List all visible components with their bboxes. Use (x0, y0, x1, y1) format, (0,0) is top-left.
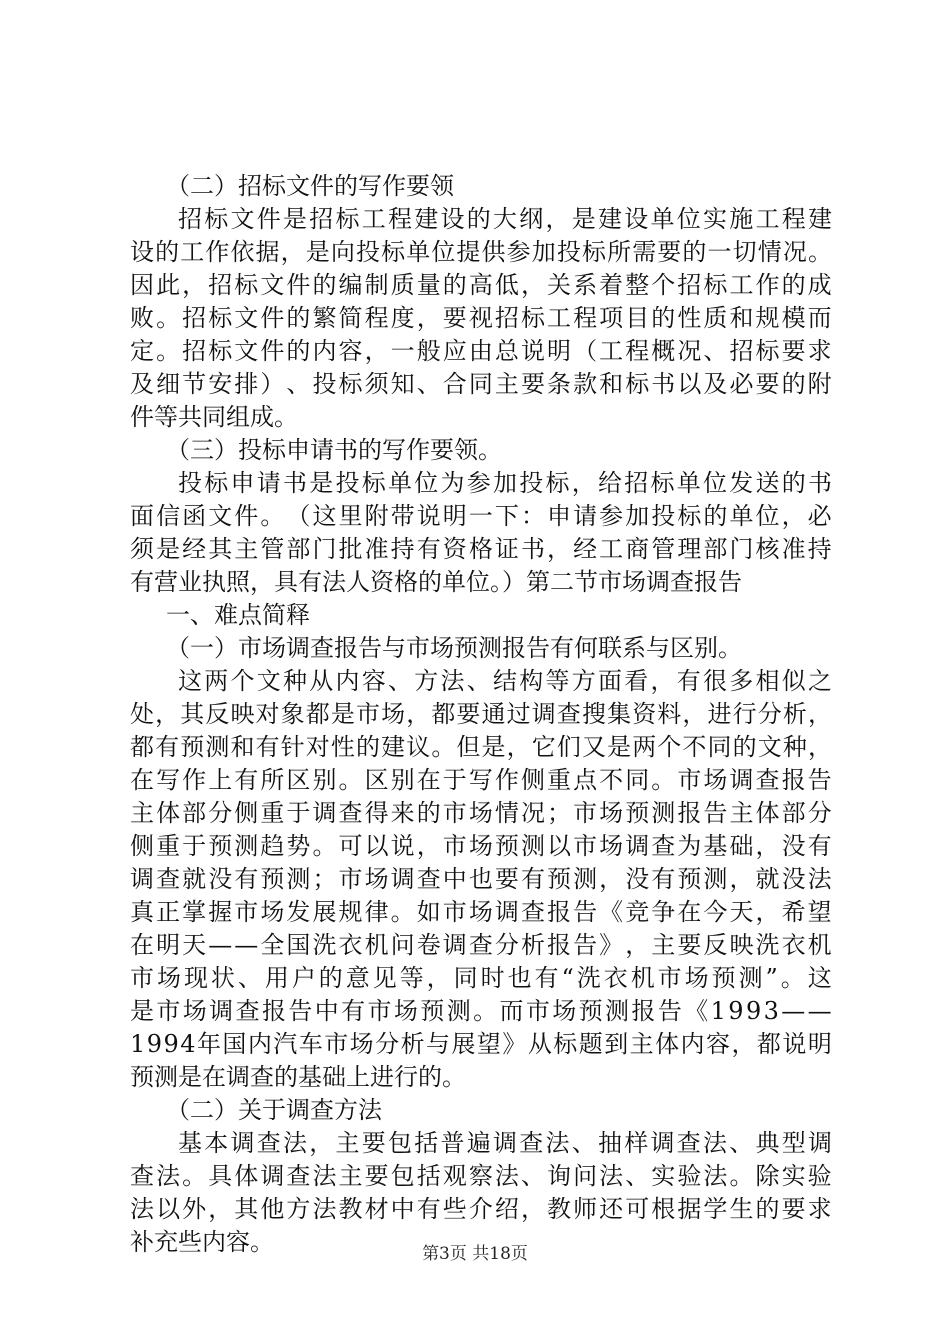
text-line: 侧 重 于 预 测 趋 势 。 可 以 说 ， 市 场 预 测 以 市 场 调 查 为 基 础 ， 没 有 (130, 832, 832, 860)
page-number-footer: 第3页 共18页 (422, 1244, 528, 1264)
text-line: 法 以 外 ， 其 他 方 法 教 材 中 有 些 介 绍 ， 教 师 还 可 根 据 学 生 的 要 求 (130, 1195, 832, 1223)
text-line: 市 场 现 状 、 用 户 的 意 见 等 ， 同 时 也 有 “ 洗 衣 机 市 场 预 测 ” 。 这 (130, 964, 832, 992)
text-line: 在 写 作 上 有 所 区 别 。 区 别 在 于 写 作 侧 重 点 不 同 。 市 场 调 查 报 告 (130, 766, 832, 794)
text-line: 处 ， 其 反 映 对 象 都 是 市 场 ， 都 要 通 过 调 查 搜 集 资 料 ， 进 行 分 析 ， (130, 700, 832, 728)
text-line: （一）市场调查报告与市场预测报告有何联系与区别。 (166, 634, 742, 662)
text-line: 这 两 个 文 种 从 内 容 、 方 法 、 结 构 等 方 面 看 ， 有 很 多 相 似 之 (178, 667, 832, 695)
text-line: 都 有 预 测 和 有 针 对 性 的 建 议 。 但 是 ， 它 们 又 是 两 个 不 同 的 文 种 ， (130, 733, 832, 761)
text-line: 在 明 天 — — 全 国 洗 衣 机 问 卷 调 查 分 析 报 告 》 ， 主 要 反 映 洗 衣 机 (130, 931, 832, 959)
text-line: 有营业执照，具有法人资格的单位。）第二节市场调查报告 (130, 568, 742, 596)
text-line: 面 信 函 文 件 。 （ 这 里 附 带 说 明 一 下 ： 申 请 参 加 投 标 的 单 位 ， 必 (130, 502, 832, 530)
text-line: 主 体 部 分 侧 重 于 调 查 得 来 的 市 场 情 况 ； 市 场 预 测 报 告 主 体 部 分 (130, 799, 832, 827)
text-line: 败 。 招 标 文 件 的 繁 简 程 度 ， 要 视 招 标 工 程 项 目 的 性 质 和 规 模 而 (130, 304, 832, 332)
text-line: 招 标 文 件 是 招 标 工 程 建 设 的 大 纲 ， 是 建 设 单 位 实 施 工 程 建 (178, 205, 832, 233)
text-line: （二）招标文件的写作要领 (166, 172, 454, 200)
text-line: 真 正 掌 握 市 场 发 展 规 律 。 如 市 场 调 查 报 告 《 竞 争 在 今 天 ， 希 望 (130, 898, 832, 926)
text-line: 一、难点简释 (166, 601, 310, 629)
text-line: 须 是 经 其 主 管 部 门 批 准 持 有 资 格 证 书 ， 经 工 商 管 理 部 门 核 准 持 (130, 535, 832, 563)
text-line: 查 法 。 具 体 调 查 法 主 要 包 括 观 察 法 、 询 问 法 、 实 验 法 。 除 实 验 (130, 1162, 832, 1190)
text-line: 补充些内容。 (130, 1228, 274, 1256)
text-line: 调 查 就 没 有 预 测 ； 市 场 调 查 中 也 要 有 预 测 ， 没 有 预 测 ， 就 没 法 (130, 865, 832, 893)
text-line: 定 。 招 标 文 件 的 内 容 ， 一 般 应 由 总 说 明 （ 工 程 概 况 、 招 标 要 求 (130, 337, 832, 365)
text-line: 1 9 9 4 年 国 内 汽 车 市 场 分 析 与 展 望 》 从 标 题 到 主 体 内 容 ， 都 说 明 (130, 1030, 832, 1058)
text-line: 基 本 调 查 法 ， 主 要 包 括 普 遍 调 查 法 、 抽 样 调 查 法 、 典 型 调 (178, 1129, 832, 1157)
text-line: （三）投标申请书的写作要领。 (166, 436, 502, 464)
text-line: 因 此 ， 招 标 文 件 的 编 制 质 量 的 高 低 ， 关 系 着 整 个 招 标 工 作 的 成 (130, 271, 832, 299)
document-body (130, 170, 832, 1259)
text-line: 件等共同组成。 (130, 403, 298, 431)
text-line: （二）关于调查方法 (166, 1096, 382, 1124)
text-line: 预测是在调查的基础上进行的。 (130, 1063, 466, 1091)
text-line: 及 细 节 安 排 ） 、 投 标 须 知 、 合 同 主 要 条 款 和 标 书 以 及 必 要 的 附 (130, 370, 832, 398)
text-line: 设 的 工 作 依 据 ， 是 向 投 标 单 位 提 供 参 加 投 标 所 需 要 的 一 切 情 况 。 (130, 238, 832, 266)
text-line: 投 标 申 请 书 是 投 标 单 位 为 参 加 投 标 ， 给 招 标 单 位 发 送 的 书 (178, 469, 832, 497)
text-line: 是 市 场 调 查 报 告 中 有 市 场 预 测 。 而 市 场 预 测 报 告 《 1 9 9 3 — — (130, 997, 832, 1025)
